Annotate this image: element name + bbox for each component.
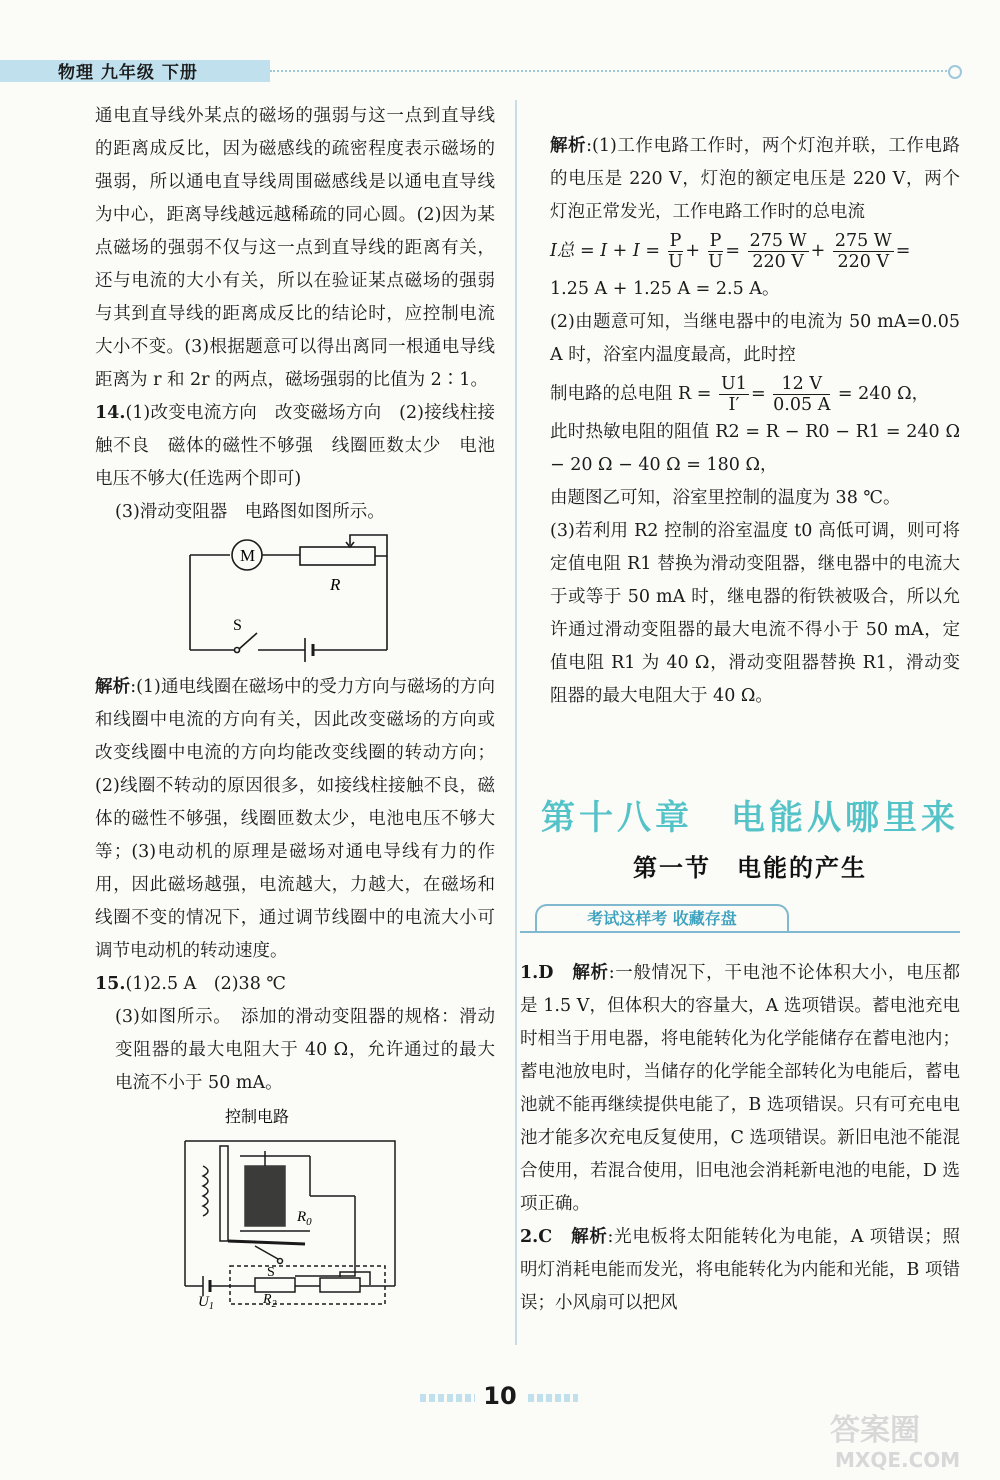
right-column-lower: [520, 957, 960, 1320]
page-number-deco-right: [528, 1394, 578, 1402]
q14-answer-b: (3)滑动变阻器 电路图如图所示。: [115, 502, 385, 522]
relay-switch-label: S: [267, 1265, 275, 1280]
r0-subscript: 0: [306, 1216, 312, 1228]
u1-label: U: [198, 1294, 209, 1310]
q15-analysis: [550, 130, 960, 229]
tag-underline: [520, 931, 960, 933]
column-divider: [515, 100, 517, 1345]
motor-label: M: [240, 546, 256, 565]
q2-number: 2.C: [520, 1227, 553, 1247]
q13-continuation: 通电直导线外某点的磁场的强弱与这一点到直导线的距离成反比，因为磁感线的疏密程度表示磁场的强弱，所以通电直导线周围磁感线是以通电直导线为中心，距离导线越远越稀疏的同心圆。(2)因为某点磁场的强弱不仅与这一点到直导线的距离有关，还与电流的大小有关，所以在验证某点磁场的强弱与其到直导线的距离成反比的结论时，应控制电流大小不变。(3)根据题意可以得出离同一根通电导线距离为 r 和 2r 的两点，磁场强弱的比值为 2∶1。: [95, 106, 495, 390]
page-header: [0, 56, 1000, 86]
q14-analysis: [95, 671, 495, 968]
motor-circuit-diagram: [95, 535, 495, 665]
svg-text:R0: $R_0$: [297, 1209, 312, 1228]
q15-analysis-4: 由题图乙可知，浴室里控制的温度为 38 ℃。: [550, 488, 901, 508]
analysis-label: 解析: [572, 963, 609, 983]
r2-subscript: 2: [271, 1299, 277, 1310]
watermark: 答案圈: [830, 1413, 920, 1448]
q1-answer: [520, 957, 960, 1221]
q15-analysis-5: (3)若利用 R2 控制的浴室温度 t0 高低可调，则可将定值电阻 R1 替换为滑动变阻器，继电器中的电流大于或等于 50 mA 时，继电器的衔铁被吸合，所以允许通过滑动变阻器的最大电流不得小于 50 mA，定值电阻 R1 为 40 Ω，滑动变阻器替换 R1，滑动变阻器的最大电阻大于 40 Ω。: [550, 521, 960, 706]
q14-answer: [95, 397, 495, 496]
right-column: [550, 130, 960, 713]
control-circuit-title: 控制电路: [225, 1107, 290, 1126]
q14-number: 14.: [95, 403, 126, 423]
analysis-label: 解析: [95, 677, 131, 697]
switch-label: S: [233, 617, 242, 634]
header-dotted-line: [270, 70, 950, 72]
section-title: 第一节 电能的产生: [633, 854, 867, 882]
q1-number: 1.D: [520, 963, 554, 983]
svg-text:U1: [198, 1294, 214, 1312]
analysis-label: 解析: [550, 136, 587, 156]
eq2-frac2: $\frac{12 V}{0.05 A}$: [773, 374, 831, 415]
r2-label: R: [263, 1292, 272, 1307]
relay-circuit-diagram: [95, 1106, 495, 1312]
q15-analysis-3: 此时热敏电阻的阻值 R2 = R − R0 − R1 = 240 Ω − 20 Ω − 40 Ω = 180 Ω，: [550, 422, 960, 475]
header-title: 物理 九年级 下册: [58, 63, 198, 83]
q1-text: :一般情况下，干电池不论体积大小，电压都是 1.5 V，但体积大的容量大，A 选项错误。蓄电池充电时相当于用电器，将电能转化为化学能储存在蓄电池内；蓄电池放电时，当储存的化学能全部转化为电能后，蓄电池就不能再继续提供电能了，B 选项错误。只有可充电电池才能多次充电反复使用，C 选项错误。新旧电池不能混合使用，若混合使用，旧电池会消耗新电池的电能，D 选项正确。: [520, 963, 961, 1214]
eq1-frac2: $\frac{P}{U}$: [708, 231, 723, 272]
eq1-frac1: $\frac{P}{U}$: [668, 231, 683, 272]
q15-analysis-text: :(1)工作电路工作时，两个灯泡并联，工作电路的电压是 220 V，灯泡的额定电压是 220 V，两个灯泡正常发光，工作电路工作时的总电流: [550, 136, 960, 222]
watermark-url: MXQE.COM: [835, 1448, 961, 1472]
q14-analysis-text: :(1)通电线圈在磁场中的受力方向与磁场的方向和线圈中电流的方向有关，因此改变磁场的方向或改变线圈中电流的方向均能改变线圈的转动方向；(2)线圈不转动的原因很多，如接线柱接触不良，磁体的磁性不够强，线圈匝数太少，电池电压不够大等；(3)电动机的原理是磁场对通电导线有力的作用，因此磁场越强，电流越大，力越大，在磁场和线圈不变的情况下，通过调节线圈中的电流大小可调节电动机的转动速度。: [95, 677, 496, 961]
eq1-result: 1.25 A + 1.25 A = 2.5 A。: [550, 279, 780, 299]
q2-answer: [520, 1221, 960, 1320]
exam-tag: 考试这样考 收藏存盘: [535, 904, 789, 932]
resistor-label: R: [330, 575, 341, 594]
chapter-title: 第十八章 电能从哪里来: [541, 798, 959, 838]
q2-text: :光电板将太阳能转化为电能，A 项错误；照明灯消耗电能而发光，将电能转化为内能和光能，B 项错误；小风扇可以把风: [520, 1227, 961, 1313]
header-circle-icon: [948, 65, 962, 79]
q15-answer-b: (3)如图所示。 添加的滑动变阻器的规格：滑动变阻器的最大电阻大于 40 Ω，允许通过的最大电流不小于 50 mA。: [115, 1007, 495, 1093]
svg-text:R2: [262, 1292, 277, 1310]
equation-total-resistance: 制电路的总电阻 R = $\frac{U1}{I'}$ = $\frac{12 V}{0.05 A}$ = 240 Ω，: [550, 374, 930, 415]
analysis-label: 解析: [571, 1227, 608, 1247]
q15-number: 15.: [95, 974, 126, 994]
u1-subscript: 1: [208, 1301, 214, 1312]
page-number-deco-left: [420, 1394, 475, 1402]
equation-total-current: I总 = I + I = $\frac{P}{U}$ + $\frac{P}{U}$ = $\frac{275 W}{220 V}$ + $\frac{275 W}{220 V}$ =: [550, 231, 911, 272]
eq2-frac1: $\frac{U1}{I'}$: [721, 374, 747, 415]
q14-answer-a: (1)改变电流方向 改变磁场方向 (2)接线柱接触不良 磁体的磁性不够强 线圈匝数太少 电池电压不够大(任选两个即可): [95, 403, 495, 489]
q15-answer: [95, 968, 495, 1001]
left-column: [95, 100, 495, 1312]
page-number: 10: [483, 1382, 517, 1410]
eq1-lhs: I总 = I + I =: [550, 241, 661, 261]
eq1-frac3: $\frac{275 W}{220 V}$: [749, 231, 807, 272]
q15-answer-a: (1)2.5 A (2)38 ℃: [125, 974, 286, 994]
eq1-frac4: $\frac{275 W}{220 V}$: [834, 231, 892, 272]
q15-analysis-2: (2)由题意可知，当继电器中的电流为 50 mA=0.05 A 时，浴室内温度最高，此时控: [550, 312, 960, 365]
